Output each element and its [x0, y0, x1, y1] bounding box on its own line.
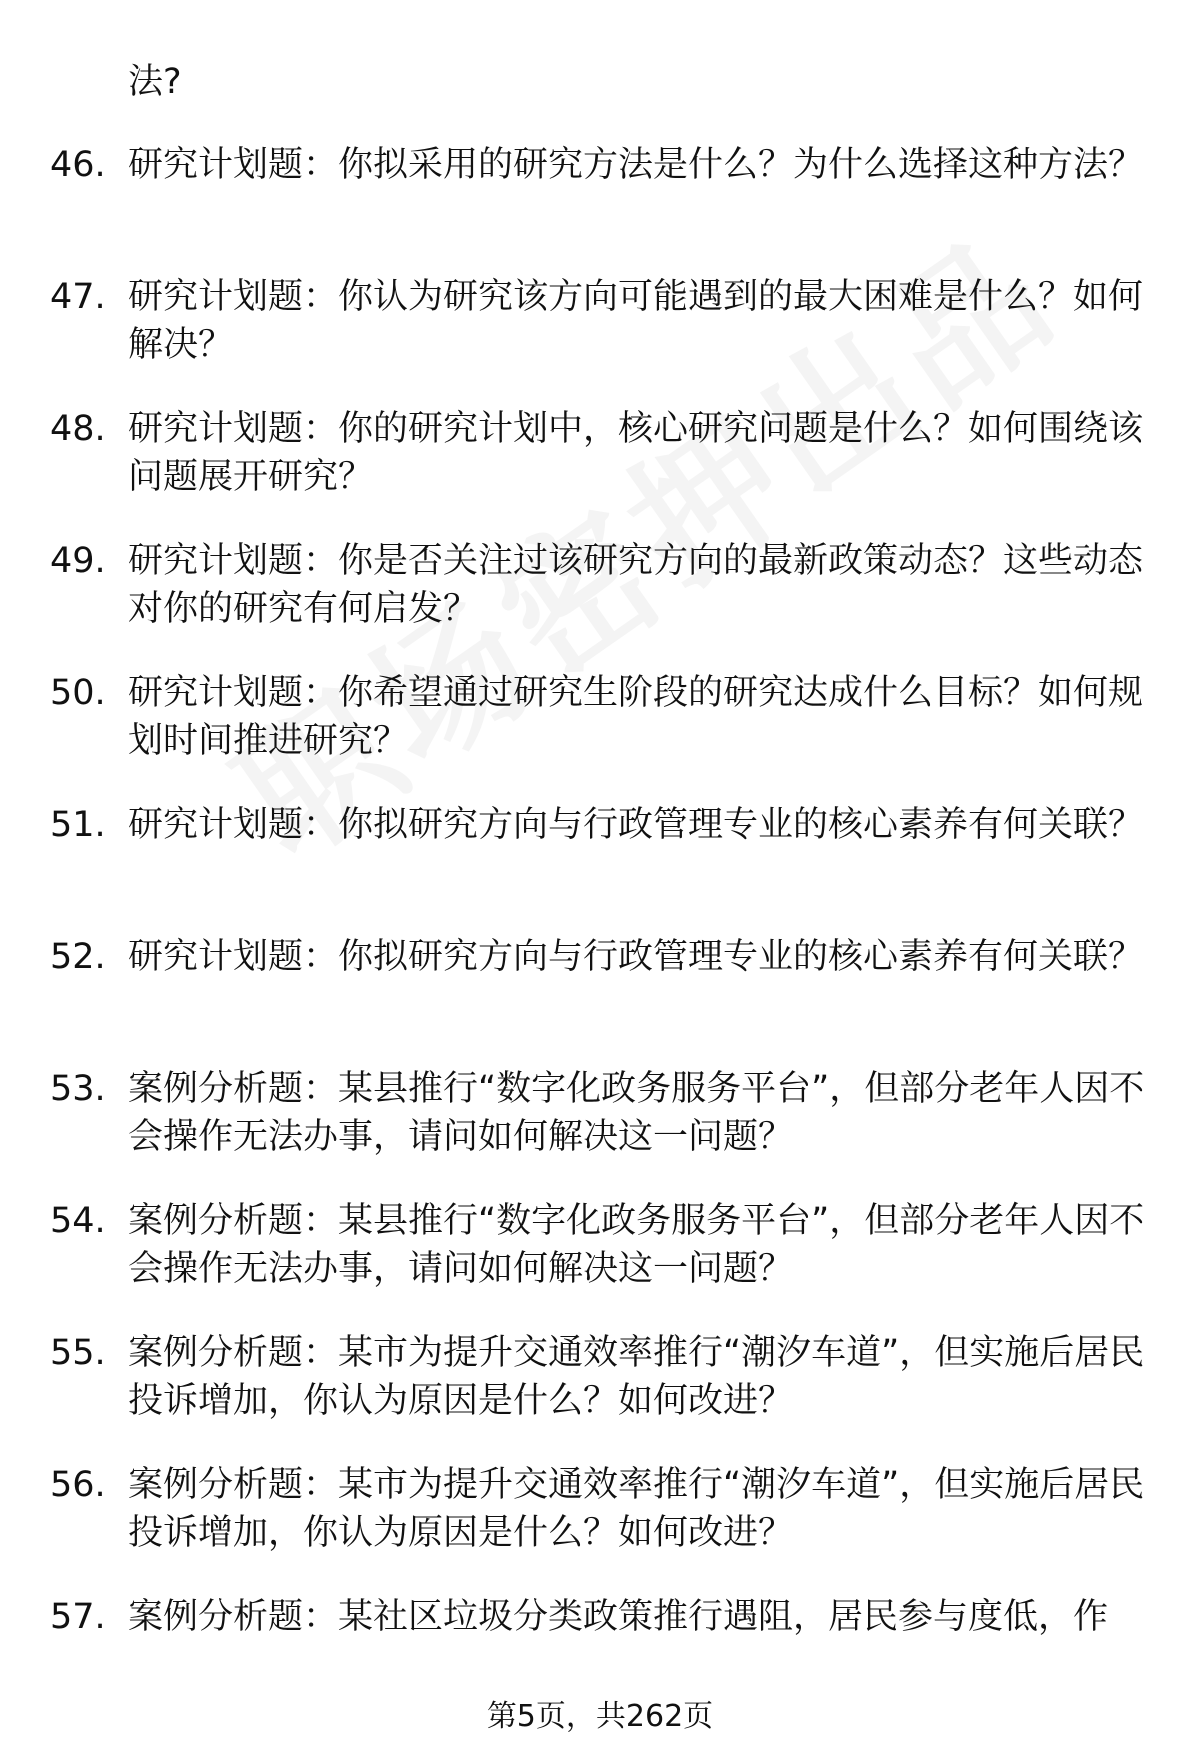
question-text: 案例分析题：某县推行“数字化政务服务平台”，但部分老年人因不会操作无法办事，请问如何解决这一问题？: [128, 1201, 1145, 1289]
question-item: [50, 405, 1150, 537]
question-text: 研究计划题：你拟研究方向与行政管理专业的核心素养有何关联？: [128, 937, 1144, 977]
question-number: 46.: [50, 145, 106, 185]
question-number: 49.: [50, 541, 106, 581]
question-item: [50, 1329, 1150, 1461]
question-list: [50, 141, 1150, 1725]
question-item: [50, 1065, 1150, 1197]
question-item: [50, 141, 1150, 273]
question-number: 54.: [50, 1201, 106, 1241]
question-number: 47.: [50, 277, 106, 317]
question-text: 案例分析题：某县推行“数字化政务服务平台”，但部分老年人因不会操作无法办事，请问如何解决这一问题？: [128, 1069, 1145, 1157]
question-item: [50, 1197, 1150, 1329]
question-number: 55.: [50, 1333, 106, 1373]
question-number: 53.: [50, 1069, 106, 1109]
question-text: 研究计划题：你拟研究方向与行政管理专业的核心素养有何关联？: [128, 805, 1144, 845]
question-text: 研究计划题：你的研究计划中，核心研究问题是什么？如何围绕该问题展开研究？: [128, 409, 1144, 497]
question-text: 研究计划题：你是否关注过该研究方向的最新政策动态？这些动态对你的研究有何启发？: [128, 541, 1144, 629]
page-footer: 第5页，共262页: [486, 1699, 714, 1734]
continuation-text: 法?: [128, 62, 182, 102]
question-item: [50, 273, 1150, 405]
question-number: 48.: [50, 409, 106, 449]
question-text: 研究计划题：你希望通过研究生阶段的研究达成什么目标？如何规划时间推进研究？: [128, 673, 1144, 761]
question-number: 50.: [50, 673, 106, 713]
question-number: 52.: [50, 937, 106, 977]
question-item: [50, 801, 1150, 933]
question-text: 研究计划题：你拟采用的研究方法是什么？为什么选择这种方法？: [128, 145, 1144, 185]
question-item: [50, 537, 1150, 669]
question-text: 案例分析题：某市为提升交通效率推行“潮汐车道”，但实施后居民投诉增加，你认为原因是什么？如何改进？: [128, 1333, 1145, 1421]
question-number: 51.: [50, 805, 106, 845]
question-text: 案例分析题：某社区垃圾分类政策推行遇阻，居民参与度低，作: [128, 1597, 1109, 1637]
question-item: [50, 1461, 1150, 1593]
question-text: 案例分析题：某市为提升交通效率推行“潮汐车道”，但实施后居民投诉增加，你认为原因是什么？如何改进？: [128, 1465, 1145, 1553]
question-number: 56.: [50, 1465, 106, 1505]
question-item: [50, 933, 1150, 1065]
question-text: 研究计划题：你认为研究该方向可能遇到的最大困难是什么？如何解决？: [128, 277, 1144, 365]
question-item: [50, 669, 1150, 801]
question-number: 57.: [50, 1597, 106, 1637]
